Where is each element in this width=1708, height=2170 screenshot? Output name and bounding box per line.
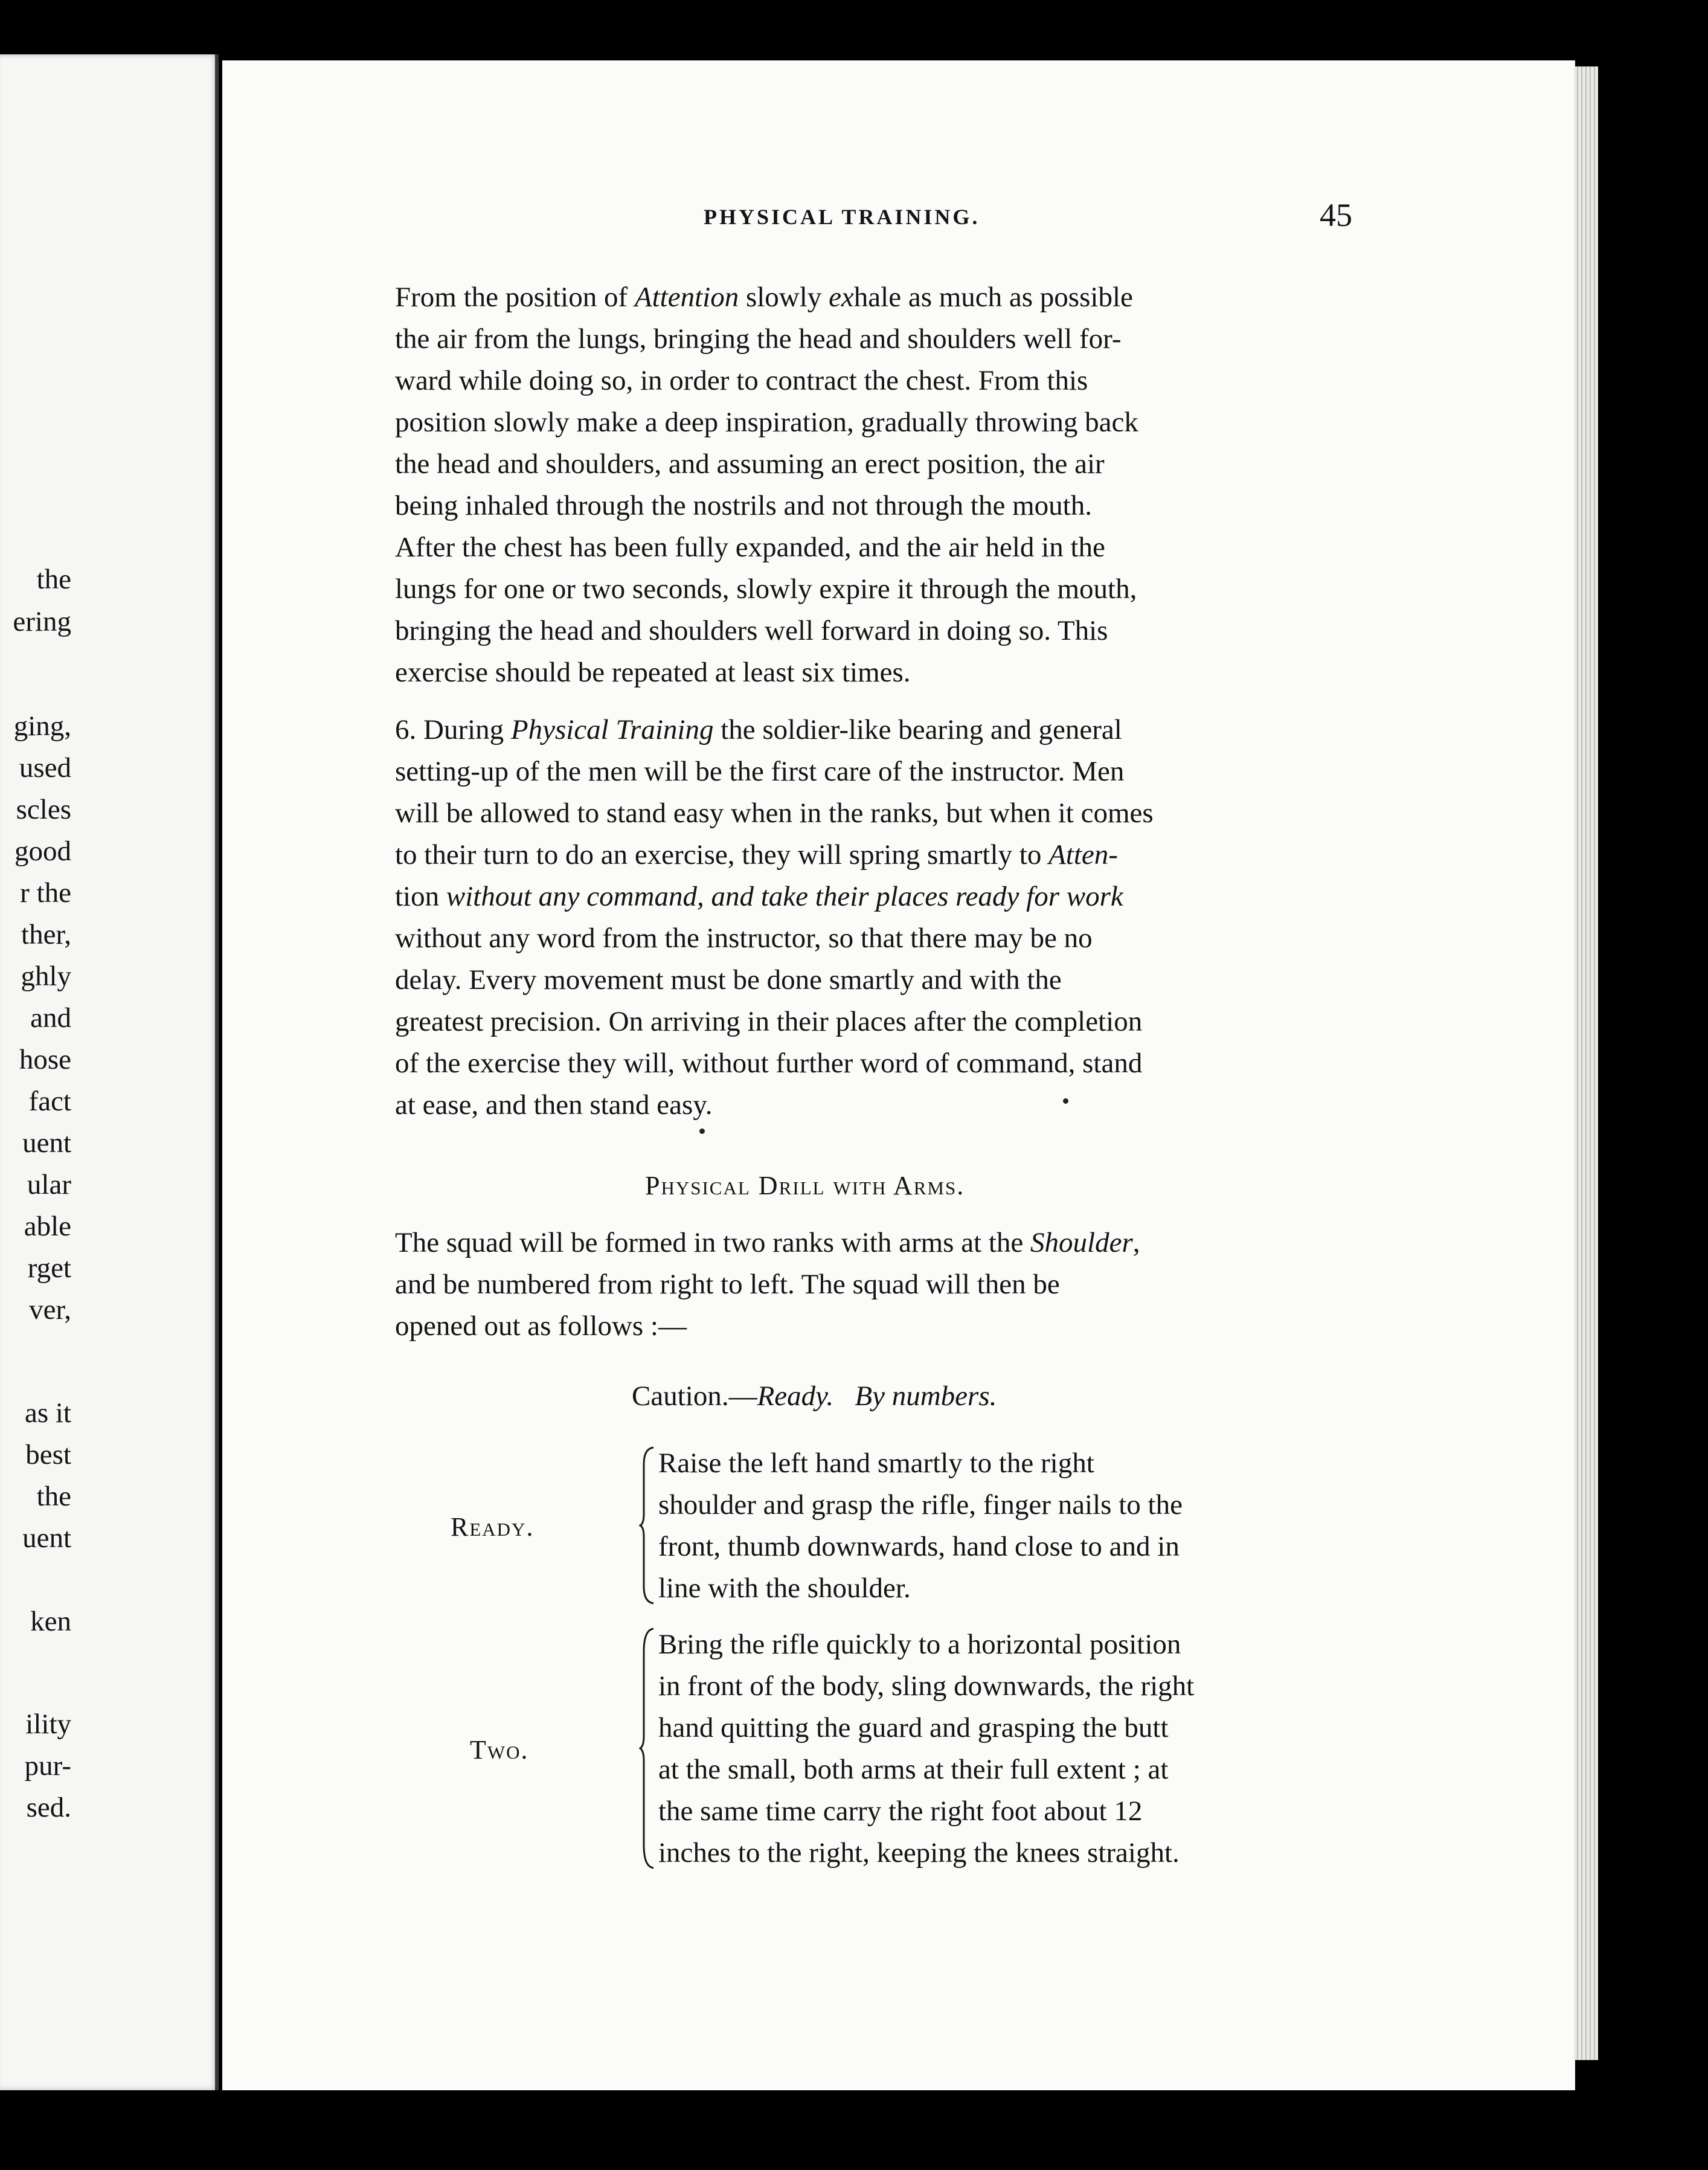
text-line: position slowly make a deep inspiration, gradually throwing back — [395, 407, 1138, 438]
text-line: shoulder and grasp the rifle, finger nails to the — [658, 1489, 1183, 1521]
text-line: without any word from the instructor, so that there may be no — [395, 922, 1093, 954]
text-line: being inhaled through the nostrils and not through the mouth. — [395, 490, 1092, 521]
ink-speck — [1063, 1098, 1068, 1104]
text-line: in front of the body, sling downwards, the right — [658, 1670, 1195, 1702]
text-line: greatest precision. On arriving in their places after the completion — [395, 1006, 1143, 1037]
text-line: setting-up of the men will be the first care of the instructor. Men — [395, 756, 1125, 787]
left-page-fragment: ering — [13, 606, 71, 637]
text-line: at the small, both arms at their full extent ; at — [658, 1754, 1169, 1785]
text-line: delay. Every movement must be done smartly and with the — [395, 964, 1062, 996]
caution-prefix: Caution.— — [632, 1380, 757, 1412]
left-page-fragment: hose — [19, 1044, 71, 1075]
left-page-fragment: able — [24, 1211, 71, 1242]
text-line: hand quitting the guard and grasping the butt — [658, 1712, 1169, 1743]
step-label-ready: Ready. — [451, 1512, 535, 1542]
text-line: the air from the lungs, bringing the head and shoulders well for- — [395, 323, 1122, 355]
text-line: front, thumb downwards, hand close to and in — [658, 1531, 1180, 1562]
caution-words: Ready. — [757, 1380, 834, 1412]
step-label-two: Two. — [470, 1735, 529, 1765]
text-line: tion without any command, and take their places ready for work — [395, 881, 1123, 912]
left-page-fragment: and — [30, 1002, 71, 1034]
text-line: inches to the right, keeping the knees straight. — [658, 1837, 1180, 1869]
left-page-fragment: ghly — [21, 961, 71, 992]
left-page-edge — [0, 54, 219, 2090]
text-line: exercise should be repeated at least six times. — [395, 657, 911, 688]
text-line: The squad will be formed in two ranks with arms at the Shoulder, — [395, 1227, 1140, 1258]
left-page-fragment: ility — [25, 1708, 71, 1740]
left-page-fragment: good — [14, 835, 71, 867]
text-line: of the exercise they will, without further word of command, stand — [395, 1048, 1143, 1079]
text-line: and be numbered from right to left. The squad will then be — [395, 1269, 1060, 1300]
left-page-fragment: as it — [24, 1397, 71, 1429]
brace-ready — [639, 1446, 656, 1605]
left-page-fragment: pur- — [24, 1750, 71, 1782]
left-page-fragment: ken — [30, 1606, 71, 1637]
text-line: Bring the rifle quickly to a horizontal position — [658, 1629, 1181, 1660]
book-gutter — [215, 54, 219, 2090]
left-page-fragment: rget — [27, 1252, 71, 1284]
paragraph-3 — [360, 1222, 1378, 1347]
brace-two — [639, 1628, 656, 1869]
left-page-fragment: the — [36, 1481, 71, 1512]
text-line: After the chest has been fully expanded, and the air held in the — [395, 532, 1105, 563]
text-line: bringing the head and shoulders well forward in doing so. This — [395, 615, 1108, 646]
text-line: opened out as follows :— — [395, 1310, 687, 1342]
caution-line — [632, 1380, 997, 1412]
ink-speck — [699, 1128, 705, 1134]
left-page-fragment: sed. — [26, 1792, 71, 1823]
text-line: From the position of Attention slowly exhale as much as possible — [395, 282, 1133, 313]
left-page-fragment: best — [25, 1439, 71, 1470]
left-page-fragment: ver, — [29, 1294, 71, 1325]
left-page-fragment: scles — [16, 794, 71, 825]
text-line: line with the shoulder. — [658, 1573, 911, 1604]
left-page-fragment: used — [19, 752, 71, 784]
paragraph-2 — [360, 709, 1378, 1126]
text-line: 6. During Physical Training the soldier-like bearing and general — [395, 714, 1122, 745]
text-line: will be allowed to stand easy when in the ranks, but when it comes — [395, 797, 1154, 829]
left-page-fragment: r the — [20, 877, 71, 909]
left-page-fragment: ging, — [13, 710, 71, 742]
step-text-ready — [658, 1443, 1381, 1609]
left-page-fragment: ular — [27, 1169, 71, 1200]
section-heading: Physical Drill with Arms. — [645, 1171, 965, 1200]
left-page-fragment: fact — [28, 1086, 71, 1117]
left-page-fragment: ther, — [21, 919, 71, 950]
text-line: Raise the left hand smartly to the right — [658, 1447, 1094, 1479]
left-page-fragment: uent — [22, 1522, 71, 1554]
text-line: to their turn to do an exercise, they will spring smartly to Atten- — [395, 839, 1118, 871]
running-head: PHYSICAL TRAINING. — [704, 205, 980, 229]
left-page-fragment: the — [36, 564, 71, 595]
text-line: lungs for one or two seconds, slowly expire it through the mouth, — [395, 573, 1137, 605]
page-edges — [1574, 66, 1598, 2060]
step-text-two — [658, 1624, 1381, 1874]
text-line: ward while doing so, in order to contract the chest. From this — [395, 365, 1088, 396]
paragraph-1 — [360, 277, 1378, 694]
caution-suffix: By numbers. — [855, 1380, 997, 1412]
page-number: 45 — [1320, 197, 1352, 233]
left-page-fragment: uent — [22, 1127, 71, 1159]
text-line: the head and shoulders, and assuming an erect position, the air — [395, 448, 1105, 480]
text-line: the same time carry the right foot about 12 — [658, 1795, 1143, 1827]
text-line: at ease, and then stand easy. — [395, 1089, 713, 1121]
